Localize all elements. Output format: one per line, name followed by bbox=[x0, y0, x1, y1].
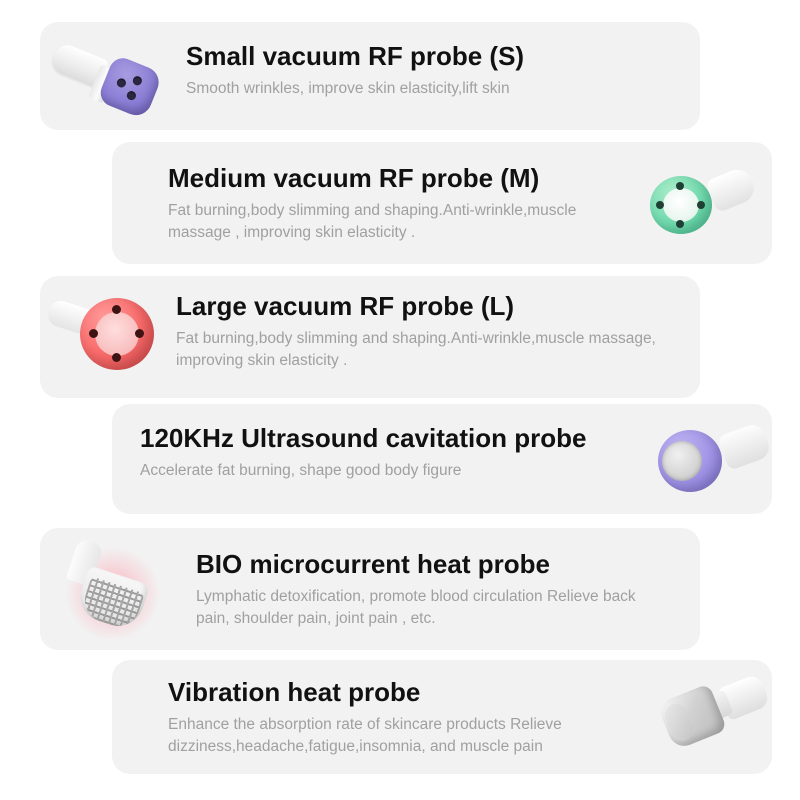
probe-text-medium-vacuum-rf bbox=[168, 164, 618, 245]
probe-description: Lymphatic detoxification, promote blood circulation Relieve back pain, shoulder pain, joint pain , etc. bbox=[196, 587, 636, 628]
probe-description: Accelerate fat burning, shape good body figure bbox=[140, 461, 462, 479]
electrode-dot bbox=[131, 75, 143, 87]
probe-handle bbox=[705, 165, 759, 213]
probe-metal-face bbox=[662, 701, 697, 744]
electrode-dot bbox=[656, 201, 664, 209]
probe-title: Large vacuum RF probe (L) bbox=[176, 291, 515, 321]
probe-text-large-vacuum-rf bbox=[176, 292, 686, 373]
probe-description: Enhance the absorption rate of skincare products Relieve dizziness,headache,fatigue,insomnia, and muscle pain bbox=[168, 715, 562, 756]
probe-title: 120KHz Ultrasound cavitation probe bbox=[140, 423, 587, 453]
probe-text-small-vacuum-rf bbox=[186, 42, 656, 100]
probe-title: BIO microcurrent heat probe bbox=[196, 549, 550, 579]
probe-inner-ring bbox=[663, 188, 699, 222]
electrode-dot bbox=[697, 201, 705, 209]
probe-text-ultrasound-cavitation bbox=[140, 424, 640, 482]
probe-title: Vibration heat probe bbox=[168, 677, 421, 707]
probe-description: Fat burning,body slimming and shaping.Anti-wrinkle,muscle massage, improving skin elasticity . bbox=[176, 329, 656, 370]
probe-description: Fat burning,body slimming and shaping.Anti-wrinkle,muscle massage , improving skin elasticity . bbox=[168, 201, 577, 242]
small-vacuum-rf-probe-image bbox=[46, 30, 176, 122]
ultrasound-disc bbox=[662, 441, 702, 481]
probe-head bbox=[658, 430, 722, 492]
probe-text-bio-microcurrent bbox=[196, 550, 646, 631]
probe-handle bbox=[717, 421, 773, 471]
electrode-dot bbox=[135, 329, 144, 338]
probe-title: Small vacuum RF probe (S) bbox=[186, 41, 525, 71]
large-vacuum-rf-probe-image bbox=[46, 282, 182, 392]
electrode-dot bbox=[89, 329, 98, 338]
probe-title: Medium vacuum RF probe (M) bbox=[168, 163, 540, 193]
electrode-dot bbox=[112, 353, 121, 362]
electrode-dot bbox=[112, 305, 121, 314]
vibration-heat-probe-image bbox=[656, 668, 774, 760]
electrode-dot bbox=[126, 90, 138, 102]
probe-head bbox=[80, 298, 154, 370]
electrode-dot bbox=[676, 220, 684, 228]
probe-description: Smooth wrinkles, improve skin elasticity,lift skin bbox=[186, 79, 510, 97]
bio-microcurrent-heat-probe-image bbox=[48, 534, 184, 646]
probe-head bbox=[650, 176, 712, 234]
probe-inner-ring bbox=[95, 312, 139, 356]
electrode-dot bbox=[676, 182, 684, 190]
medium-vacuum-rf-probe-image bbox=[640, 156, 760, 252]
probe-text-vibration-heat bbox=[168, 678, 648, 759]
ultrasound-cavitation-probe-image bbox=[646, 414, 772, 508]
electrode-dot bbox=[116, 77, 128, 89]
